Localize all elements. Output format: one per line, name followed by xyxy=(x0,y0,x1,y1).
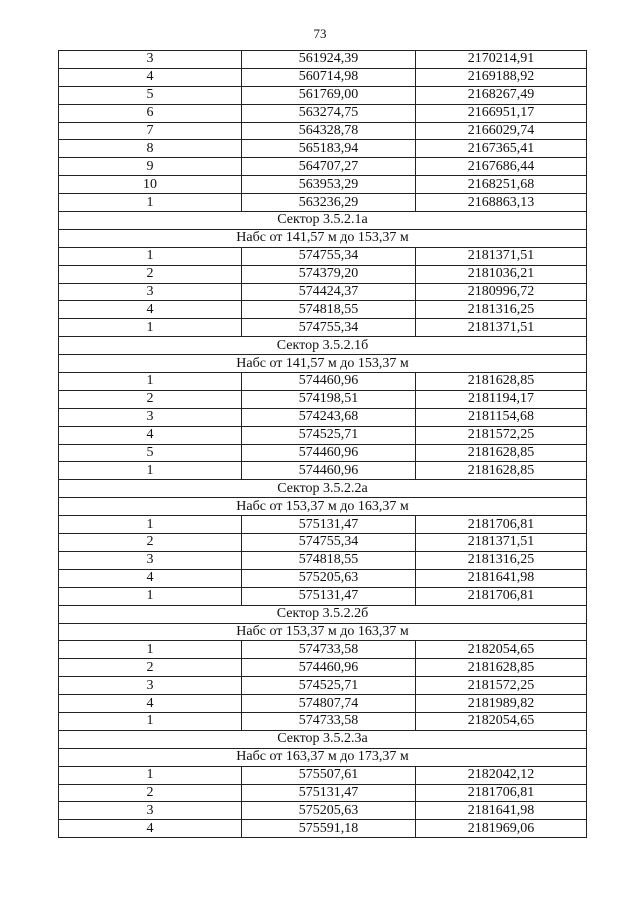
table-row xyxy=(59,158,587,176)
sector-title-row xyxy=(59,605,587,623)
y-coordinate-cell: 2168267,49 xyxy=(416,86,587,104)
x-coordinate-cell: 574379,20 xyxy=(242,265,416,283)
y-coordinate-cell: 2181572,25 xyxy=(416,677,587,695)
point-number-cell: 4 xyxy=(59,695,242,713)
x-coordinate-cell: 561924,39 xyxy=(242,51,416,69)
table-row xyxy=(59,712,587,730)
x-coordinate-cell: 560714,98 xyxy=(242,68,416,86)
height-range: Набс от 153,37 м до 163,37 м xyxy=(59,623,587,641)
x-coordinate-cell: 574460,96 xyxy=(242,444,416,462)
y-coordinate-cell: 2181036,21 xyxy=(416,265,587,283)
x-coordinate-cell: 574460,96 xyxy=(242,659,416,677)
table-row xyxy=(59,677,587,695)
x-coordinate-cell: 574818,55 xyxy=(242,301,416,319)
table-row xyxy=(59,408,587,426)
point-number-cell: 5 xyxy=(59,86,242,104)
table-row xyxy=(59,265,587,283)
point-number-cell: 1 xyxy=(59,194,242,212)
y-coordinate-cell: 2181371,51 xyxy=(416,319,587,337)
height-range-row xyxy=(59,623,587,641)
y-coordinate-cell: 2182054,65 xyxy=(416,712,587,730)
y-coordinate-cell: 2181706,81 xyxy=(416,516,587,534)
y-coordinate-cell: 2181641,98 xyxy=(416,569,587,587)
x-coordinate-cell: 574198,51 xyxy=(242,390,416,408)
point-number-cell: 1 xyxy=(59,516,242,534)
y-coordinate-cell: 2181154,68 xyxy=(416,408,587,426)
x-coordinate-cell: 574733,58 xyxy=(242,641,416,659)
table-row xyxy=(59,641,587,659)
y-coordinate-cell: 2181628,85 xyxy=(416,373,587,391)
y-coordinate-cell: 2181706,81 xyxy=(416,784,587,802)
point-number-cell: 9 xyxy=(59,158,242,176)
y-coordinate-cell: 2167686,44 xyxy=(416,158,587,176)
y-coordinate-cell: 2181706,81 xyxy=(416,587,587,605)
height-range-row xyxy=(59,229,587,247)
y-coordinate-cell: 2168251,68 xyxy=(416,176,587,194)
height-range: Набс от 141,57 м до 153,37 м xyxy=(59,229,587,247)
table-row xyxy=(59,802,587,820)
y-coordinate-cell: 2181628,85 xyxy=(416,659,587,677)
x-coordinate-cell: 563953,29 xyxy=(242,176,416,194)
sector-title-row xyxy=(59,212,587,230)
x-coordinate-cell: 563274,75 xyxy=(242,104,416,122)
table-row xyxy=(59,534,587,552)
x-coordinate-cell: 574755,34 xyxy=(242,319,416,337)
x-coordinate-cell: 564707,27 xyxy=(242,158,416,176)
x-coordinate-cell: 563236,29 xyxy=(242,194,416,212)
table-row xyxy=(59,695,587,713)
y-coordinate-cell: 2181316,25 xyxy=(416,551,587,569)
sector-title-row xyxy=(59,337,587,355)
y-coordinate-cell: 2167365,41 xyxy=(416,140,587,158)
sector-title: Сектор 3.5.2.1а xyxy=(59,212,587,230)
height-range: Набс от 141,57 м до 153,37 м xyxy=(59,355,587,373)
y-coordinate-cell: 2168863,13 xyxy=(416,194,587,212)
point-number-cell: 3 xyxy=(59,802,242,820)
height-range: Набс от 153,37 м до 163,37 м xyxy=(59,498,587,516)
point-number-cell: 2 xyxy=(59,784,242,802)
coordinates-table-body xyxy=(59,51,587,838)
sector-title: Сектор 3.5.2.3а xyxy=(59,730,587,748)
y-coordinate-cell: 2181316,25 xyxy=(416,301,587,319)
point-number-cell: 3 xyxy=(59,408,242,426)
height-range: Набс от 163,37 м до 173,37 м xyxy=(59,748,587,766)
x-coordinate-cell: 575131,47 xyxy=(242,784,416,802)
sector-title-row xyxy=(59,480,587,498)
point-number-cell: 2 xyxy=(59,265,242,283)
x-coordinate-cell: 574525,71 xyxy=(242,426,416,444)
y-coordinate-cell: 2170214,91 xyxy=(416,51,587,69)
point-number-cell: 1 xyxy=(59,319,242,337)
x-coordinate-cell: 575205,63 xyxy=(242,802,416,820)
point-number-cell: 4 xyxy=(59,820,242,838)
point-number-cell: 4 xyxy=(59,426,242,444)
point-number-cell: 3 xyxy=(59,677,242,695)
table-row xyxy=(59,820,587,838)
table-row xyxy=(59,122,587,140)
table-row xyxy=(59,247,587,265)
point-number-cell: 1 xyxy=(59,641,242,659)
point-number-cell: 4 xyxy=(59,68,242,86)
table-row xyxy=(59,194,587,212)
y-coordinate-cell: 2182054,65 xyxy=(416,641,587,659)
point-number-cell: 1 xyxy=(59,766,242,784)
point-number-cell: 6 xyxy=(59,104,242,122)
table-row xyxy=(59,426,587,444)
table-row xyxy=(59,104,587,122)
y-coordinate-cell: 2181628,85 xyxy=(416,444,587,462)
sector-title: Сектор 3.5.2.2а xyxy=(59,480,587,498)
table-row xyxy=(59,444,587,462)
point-number-cell: 3 xyxy=(59,51,242,69)
point-number-cell: 1 xyxy=(59,712,242,730)
table-row xyxy=(59,176,587,194)
table-row xyxy=(59,51,587,69)
point-number-cell: 2 xyxy=(59,534,242,552)
y-coordinate-cell: 2181194,17 xyxy=(416,390,587,408)
x-coordinate-cell: 561769,00 xyxy=(242,86,416,104)
x-coordinate-cell: 575205,63 xyxy=(242,569,416,587)
table-row xyxy=(59,587,587,605)
height-range-row xyxy=(59,748,587,766)
table-row xyxy=(59,462,587,480)
table-row xyxy=(59,301,587,319)
table-row xyxy=(59,68,587,86)
x-coordinate-cell: 575131,47 xyxy=(242,587,416,605)
point-number-cell: 1 xyxy=(59,587,242,605)
y-coordinate-cell: 2181628,85 xyxy=(416,462,587,480)
point-number-cell: 10 xyxy=(59,176,242,194)
sector-title-row xyxy=(59,730,587,748)
point-number-cell: 3 xyxy=(59,283,242,301)
y-coordinate-cell: 2166951,17 xyxy=(416,104,587,122)
point-number-cell: 4 xyxy=(59,569,242,587)
table-row xyxy=(59,766,587,784)
page-number: 73 xyxy=(313,26,327,41)
point-number-cell: 1 xyxy=(59,373,242,391)
point-number-cell: 8 xyxy=(59,140,242,158)
y-coordinate-cell: 2181572,25 xyxy=(416,426,587,444)
y-coordinate-cell: 2181371,51 xyxy=(416,247,587,265)
y-coordinate-cell: 2182042,12 xyxy=(416,766,587,784)
table-row xyxy=(59,569,587,587)
point-number-cell: 4 xyxy=(59,301,242,319)
point-number-cell: 1 xyxy=(59,462,242,480)
point-number-cell: 7 xyxy=(59,122,242,140)
point-number-cell: 2 xyxy=(59,390,242,408)
sector-title: Сектор 3.5.2.1б xyxy=(59,337,587,355)
x-coordinate-cell: 575591,18 xyxy=(242,820,416,838)
x-coordinate-cell: 575507,61 xyxy=(242,766,416,784)
x-coordinate-cell: 574733,58 xyxy=(242,712,416,730)
table-row xyxy=(59,373,587,391)
table-row xyxy=(59,659,587,677)
table-row xyxy=(59,283,587,301)
x-coordinate-cell: 575131,47 xyxy=(242,516,416,534)
x-coordinate-cell: 565183,94 xyxy=(242,140,416,158)
y-coordinate-cell: 2181371,51 xyxy=(416,534,587,552)
x-coordinate-cell: 574460,96 xyxy=(242,373,416,391)
coordinates-table xyxy=(58,50,587,838)
x-coordinate-cell: 574818,55 xyxy=(242,551,416,569)
x-coordinate-cell: 574755,34 xyxy=(242,247,416,265)
y-coordinate-cell: 2180996,72 xyxy=(416,283,587,301)
x-coordinate-cell: 574807,74 xyxy=(242,695,416,713)
point-number-cell: 3 xyxy=(59,551,242,569)
table-row xyxy=(59,140,587,158)
table-row xyxy=(59,390,587,408)
point-number-cell: 1 xyxy=(59,247,242,265)
y-coordinate-cell: 2181969,06 xyxy=(416,820,587,838)
y-coordinate-cell: 2169188,92 xyxy=(416,68,587,86)
table-row xyxy=(59,516,587,534)
height-range-row xyxy=(59,355,587,373)
table-row xyxy=(59,319,587,337)
point-number-cell: 5 xyxy=(59,444,242,462)
x-coordinate-cell: 574525,71 xyxy=(242,677,416,695)
x-coordinate-cell: 574755,34 xyxy=(242,534,416,552)
x-coordinate-cell: 574424,37 xyxy=(242,283,416,301)
height-range-row xyxy=(59,498,587,516)
sector-title: Сектор 3.5.2.2б xyxy=(59,605,587,623)
y-coordinate-cell: 2166029,74 xyxy=(416,122,587,140)
table-row xyxy=(59,784,587,802)
x-coordinate-cell: 574460,96 xyxy=(242,462,416,480)
point-number-cell: 2 xyxy=(59,659,242,677)
x-coordinate-cell: 564328,78 xyxy=(242,122,416,140)
table-row xyxy=(59,551,587,569)
y-coordinate-cell: 2181641,98 xyxy=(416,802,587,820)
table-row xyxy=(59,86,587,104)
x-coordinate-cell: 574243,68 xyxy=(242,408,416,426)
y-coordinate-cell: 2181989,82 xyxy=(416,695,587,713)
